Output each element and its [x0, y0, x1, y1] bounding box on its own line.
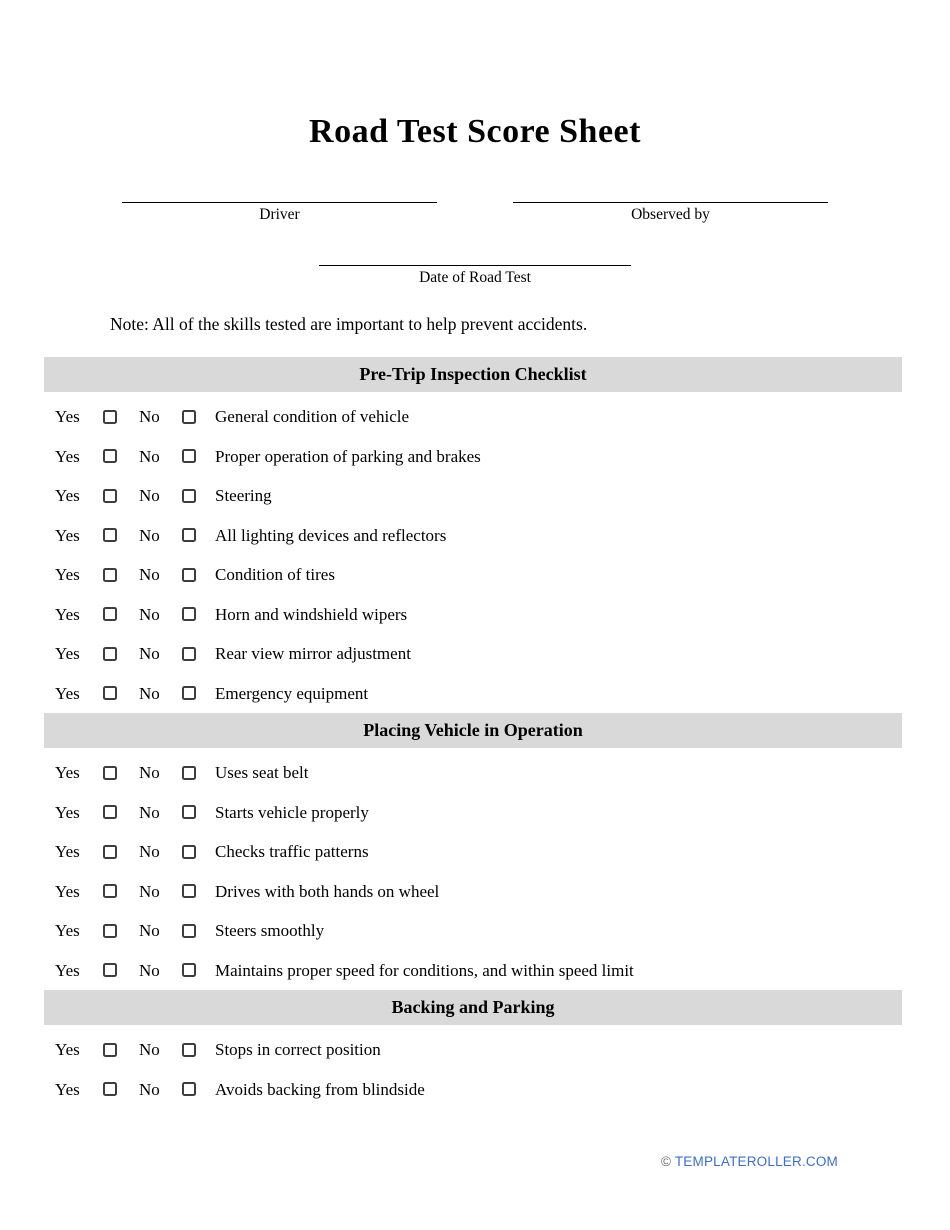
observed-by-field — [513, 202, 828, 224]
no-label: No — [139, 525, 160, 545]
no-label: No — [139, 1040, 160, 1060]
yes-checkbox[interactable] — [103, 568, 117, 582]
yes-label: Yes — [55, 763, 80, 783]
section-header: Backing and Parking — [44, 990, 902, 1025]
no-label: No — [139, 881, 160, 901]
yes-checkbox[interactable] — [103, 963, 117, 977]
yes-checkbox[interactable] — [103, 528, 117, 542]
checklist-item-label: Condition of tires — [215, 565, 335, 585]
yes-checkbox[interactable] — [103, 805, 117, 819]
checklist-item-label: General condition of vehicle — [215, 407, 410, 427]
checklist-row — [44, 1030, 902, 1070]
no-checkbox[interactable] — [182, 963, 196, 977]
checklist-item-label: Steering — [215, 486, 272, 506]
no-checkbox[interactable] — [182, 686, 196, 700]
yes-checkbox[interactable] — [103, 607, 117, 621]
no-label: No — [139, 644, 160, 664]
checklist-row — [44, 594, 902, 634]
date-field-label: Date of Road Test — [419, 268, 531, 286]
signature-row — [0, 202, 950, 224]
yes-label: Yes — [55, 1040, 80, 1060]
no-checkbox[interactable] — [182, 1043, 196, 1057]
no-checkbox[interactable] — [182, 845, 196, 859]
checklist-row — [44, 871, 902, 911]
section-header: Pre-Trip Inspection Checklist — [44, 357, 902, 392]
yes-label: Yes — [55, 525, 80, 545]
no-label: No — [139, 486, 160, 506]
checklist-item-label: Horn and windshield wipers — [215, 604, 408, 624]
no-checkbox[interactable] — [182, 1082, 196, 1096]
yes-label: Yes — [55, 921, 80, 941]
section-header: Placing Vehicle in Operation — [44, 713, 902, 748]
yes-label: Yes — [55, 565, 80, 585]
no-checkbox[interactable] — [182, 607, 196, 621]
no-checkbox[interactable] — [182, 489, 196, 503]
no-label: No — [139, 565, 160, 585]
no-checkbox[interactable] — [182, 884, 196, 898]
checklist-sections — [44, 357, 902, 1109]
checklist-row — [44, 673, 902, 713]
checklist-item-label: Drives with both hands on wheel — [215, 881, 440, 901]
yes-checkbox[interactable] — [103, 410, 117, 424]
yes-label: Yes — [55, 407, 80, 427]
checklist-row — [44, 832, 902, 872]
checklist-row — [44, 753, 902, 793]
driver-field-label: Driver — [259, 206, 300, 224]
yes-checkbox[interactable] — [103, 647, 117, 661]
yes-label: Yes — [55, 842, 80, 862]
no-checkbox[interactable] — [182, 805, 196, 819]
checklist-item-label: Uses seat belt — [215, 763, 309, 783]
yes-checkbox[interactable] — [103, 1082, 117, 1096]
page-title: Road Test Score Sheet — [309, 113, 641, 150]
observed-by-signature-line[interactable] — [513, 202, 828, 203]
no-label: No — [139, 683, 160, 703]
yes-checkbox[interactable] — [103, 884, 117, 898]
no-label: No — [139, 763, 160, 783]
yes-label: Yes — [55, 446, 80, 466]
yes-checkbox[interactable] — [103, 449, 117, 463]
no-label: No — [139, 921, 160, 941]
yes-checkbox[interactable] — [103, 1043, 117, 1057]
yes-label: Yes — [55, 604, 80, 624]
checklist-item-label: Proper operation of parking and brakes — [215, 446, 481, 466]
checklist-item-label: All lighting devices and reflectors — [215, 525, 447, 545]
checklist-item-label: Starts vehicle properly — [215, 802, 369, 822]
checklist-item-label: Avoids backing from blindside — [215, 1079, 425, 1099]
date-line[interactable] — [319, 265, 631, 266]
no-label: No — [139, 407, 160, 427]
checklist-item-label: Checks traffic patterns — [215, 842, 369, 862]
no-label: No — [139, 842, 160, 862]
checklist-row — [44, 476, 902, 516]
checklist-row — [44, 1069, 902, 1109]
yes-label: Yes — [55, 881, 80, 901]
checklist-item-label: Rear view mirror adjustment — [215, 644, 411, 664]
checklist-row — [44, 555, 902, 595]
yes-checkbox[interactable] — [103, 489, 117, 503]
no-checkbox[interactable] — [182, 924, 196, 938]
yes-label: Yes — [55, 802, 80, 822]
checklist-row — [44, 515, 902, 555]
no-checkbox[interactable] — [182, 528, 196, 542]
yes-checkbox[interactable] — [103, 766, 117, 780]
yes-label: Yes — [55, 960, 80, 980]
yes-label: Yes — [55, 644, 80, 664]
note-text: Note: All of the skills tested are important to help prevent accidents. — [110, 313, 588, 334]
no-label: No — [139, 446, 160, 466]
templateroller-link[interactable]: TEMPLATEROLLER.COM — [674, 1153, 838, 1169]
no-label: No — [139, 960, 160, 980]
no-checkbox[interactable] — [182, 647, 196, 661]
yes-checkbox[interactable] — [103, 845, 117, 859]
checklist-row — [44, 950, 902, 990]
no-label: No — [139, 604, 160, 624]
yes-checkbox[interactable] — [103, 686, 117, 700]
yes-checkbox[interactable] — [103, 924, 117, 938]
checklist-item-label: Emergency equipment — [215, 683, 369, 703]
no-checkbox[interactable] — [182, 410, 196, 424]
yes-label: Yes — [55, 683, 80, 703]
no-checkbox[interactable] — [182, 568, 196, 582]
date-of-road-test-field — [319, 265, 631, 287]
yes-label: Yes — [55, 486, 80, 506]
driver-signature-line[interactable] — [122, 202, 437, 203]
checklist-row — [44, 436, 902, 476]
yes-label: Yes — [55, 1079, 80, 1099]
copyright-icon: © — [660, 1153, 672, 1169]
checklist-row — [44, 792, 902, 832]
checklist-item-label: Steers smoothly — [215, 921, 325, 941]
checklist-item-label: Stops in correct position — [215, 1040, 381, 1060]
no-checkbox[interactable] — [182, 449, 196, 463]
checklist-row — [44, 911, 902, 951]
observed-by-field-label: Observed by — [631, 206, 710, 224]
checklist-row — [44, 397, 902, 437]
checklist-item-label: Maintains proper speed for conditions, and within speed limit — [215, 960, 634, 980]
no-label: No — [139, 802, 160, 822]
no-label: No — [139, 1079, 160, 1099]
no-checkbox[interactable] — [182, 766, 196, 780]
footer — [0, 1154, 950, 1169]
driver-field — [122, 202, 437, 224]
checklist-row — [44, 634, 902, 674]
